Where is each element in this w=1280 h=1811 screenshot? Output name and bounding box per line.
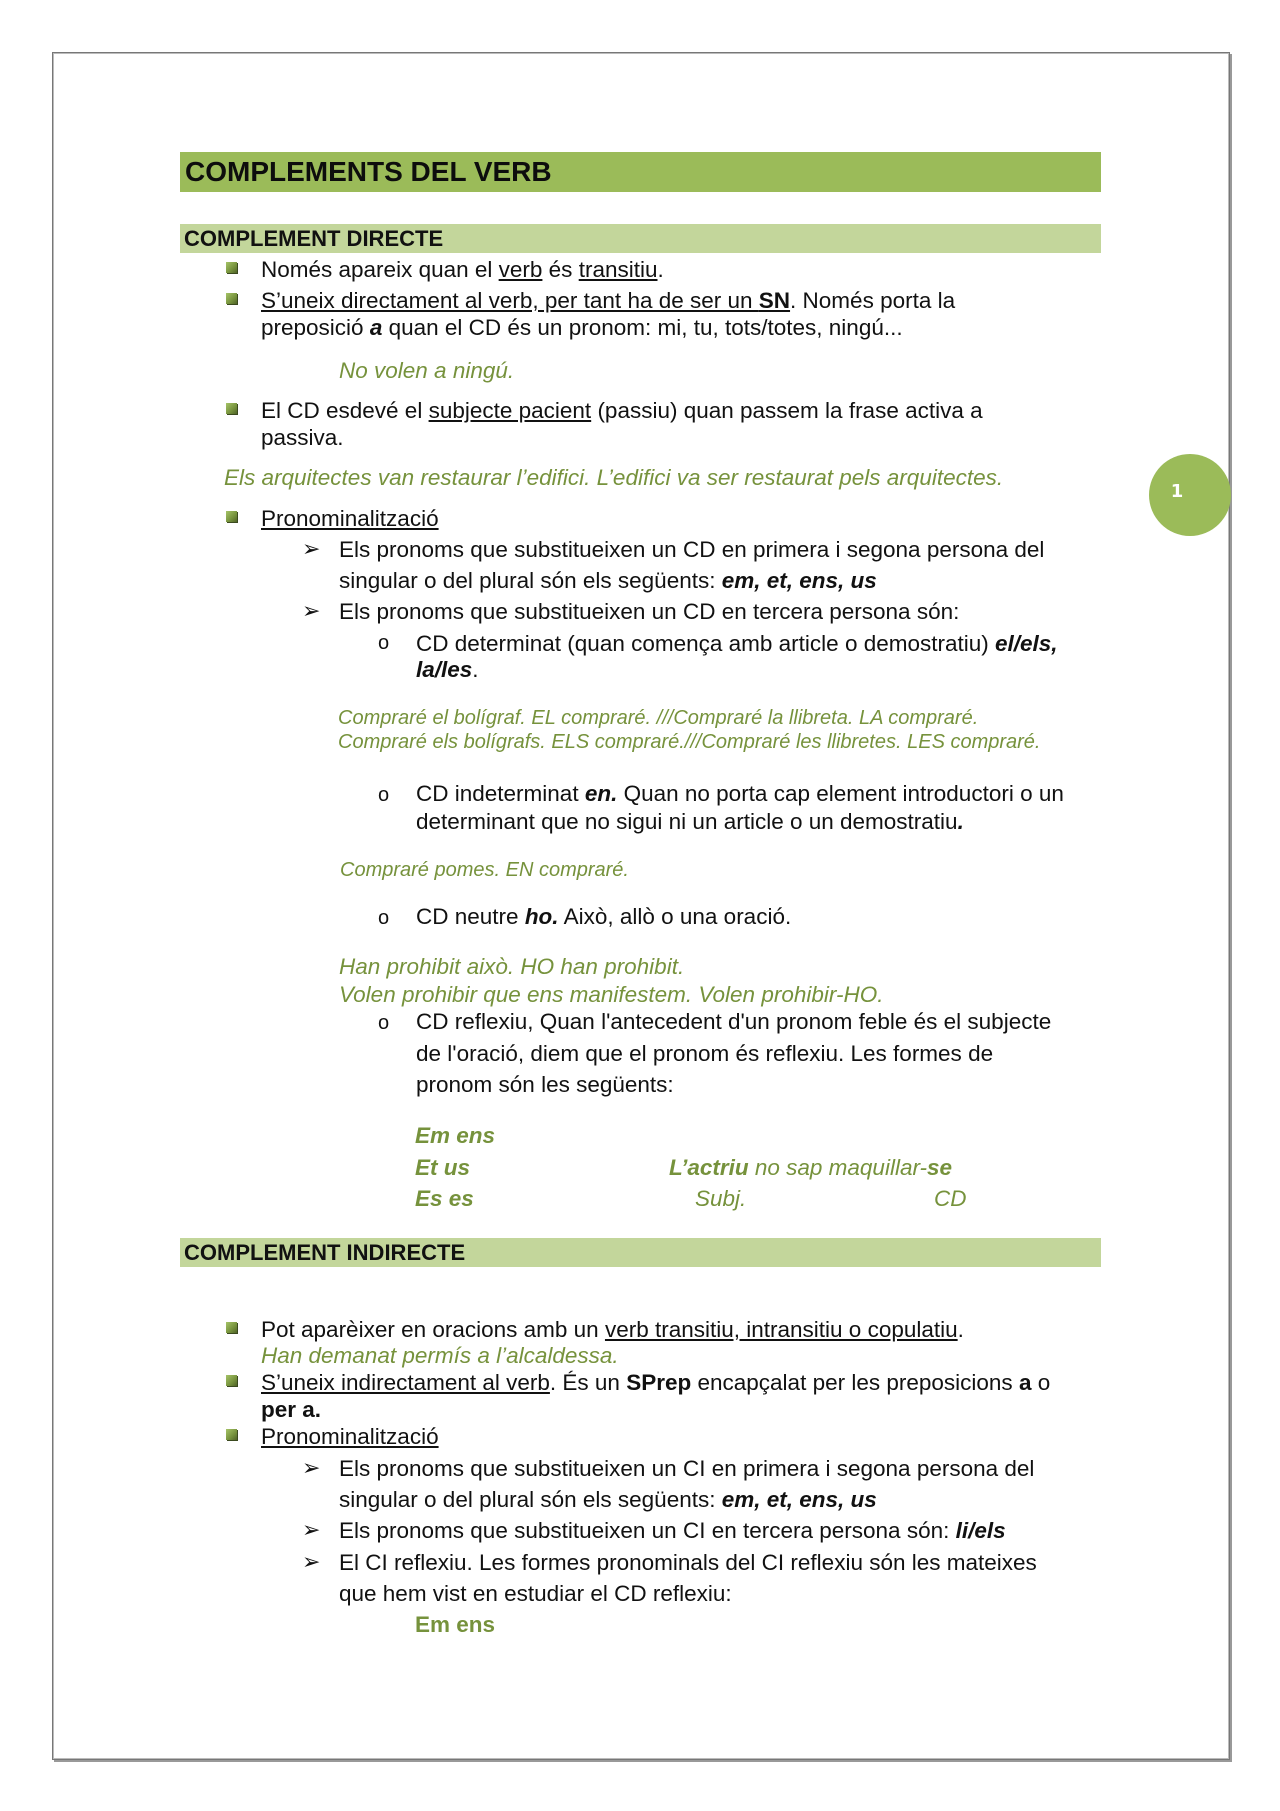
list-item: El CD esdevé el subjecte pacient (passiu) quan passem la frase activa a (261, 398, 983, 423)
list-item: CD indeterminat en. Quan no porta cap element introductori o un (416, 781, 1064, 806)
example: Volen prohibir que ens manifestem. Volen prohibir-HO. (339, 982, 884, 1007)
bullet-icon (226, 1322, 237, 1333)
list-item: S’uneix directament al verb, per tant ha de ser un SN. Només porta la (261, 288, 956, 313)
section-title: COMPLEMENT DIRECTE (184, 226, 444, 251)
list-item: Els pronoms que substitueixen un CI en tercera persona són: li/els (339, 1518, 1006, 1543)
circle-bullet-icon: o (378, 907, 390, 929)
list-item: Pronominalització (261, 506, 439, 531)
bullet-icon (226, 262, 237, 273)
list-item-cont: determinant que no sigui ni un article o un demostratiu. (416, 809, 964, 834)
page-number-badge (1149, 454, 1231, 536)
list-item-cont: pronom són les següents: (416, 1072, 674, 1097)
arrow-bullet-icon: ➢ (302, 536, 321, 561)
bullet-icon (226, 511, 237, 522)
list-item: CD reflexiu, Quan l'antecedent d'un pronom feble és el subjecte (416, 1009, 1052, 1034)
section-heading-ci (180, 1238, 1101, 1267)
circle-bullet-icon: o (378, 784, 390, 806)
list-item: Els pronoms que substitueixen un CI en primera i segona persona del (339, 1456, 1035, 1481)
list-item: El CI reflexiu. Les formes pronominals del CI reflexiu són les mateixes (339, 1550, 1037, 1575)
list-item: S’uneix indirectament al verb. És un SPrep encapçalat per les preposicions a o (261, 1370, 1051, 1395)
arrow-bullet-icon: ➢ (302, 1517, 321, 1542)
example: No volen a ningú. (339, 358, 515, 383)
bullet-icon (226, 1429, 237, 1440)
list-item: Només apareix quan el verb és transitiu. (261, 257, 664, 282)
list-item-cont: que hem vist en estudiar el CD reflexiu: (339, 1581, 732, 1606)
example: Compraré el bolígraf. EL compraré. ///Compraré la llibreta. LA compraré. (338, 707, 979, 729)
example: Han demanat permís a l’alcaldessa. (261, 1343, 619, 1368)
bullet-icon (226, 293, 237, 304)
arrow-bullet-icon: ➢ (302, 598, 321, 623)
label-subj: Subj. (695, 1186, 747, 1211)
pronoun-form: Et us (415, 1155, 471, 1180)
list-item-cont: preposició a quan el CD és un pronom: mi, tu, tots/totes, ningú... (261, 315, 903, 340)
list-item: CD determinat (quan comença amb article o demostratiu) el/els, (416, 631, 1058, 656)
section-title: COMPLEMENT INDIRECTE (184, 1240, 466, 1265)
list-item-cont: singular o del plural són els següents: em, et, ens, us (339, 1487, 877, 1512)
pronoun-form: Es es (415, 1186, 474, 1211)
page-title: COMPLEMENTS DEL VERB (185, 156, 552, 187)
list-item-cont: la/les. (416, 657, 479, 682)
arrow-bullet-icon: ➢ (302, 1549, 321, 1574)
list-item: Els pronoms que substitueixen un CD en primera i segona persona del (339, 537, 1045, 562)
bullet-icon (226, 403, 237, 414)
pronoun-form: Em ens (415, 1123, 496, 1148)
section-heading-cd (180, 224, 1101, 253)
list-item-cont: per a. (261, 1397, 322, 1422)
example: Compraré pomes. EN compraré. (340, 859, 629, 881)
pronoun-form: Em ens (415, 1612, 496, 1637)
circle-bullet-icon: o (378, 632, 390, 654)
page-number: 1 (1170, 481, 1184, 502)
example: Han prohibit això. HO han prohibit. (339, 954, 685, 979)
list-item: CD neutre ho. Això, allò o una oració. (416, 904, 792, 929)
arrow-bullet-icon: ➢ (302, 1455, 321, 1480)
list-item-cont: singular o del plural són els següents: em, et, ens, us (339, 568, 877, 593)
list-item-cont: passiva. (261, 425, 344, 450)
example: Els arquitectes van restaurar l’edifici. L’edifici va ser restaurat pels arquitectes. (224, 465, 1004, 490)
page-title-bar (180, 152, 1101, 192)
list-item: Pot aparèixer en oracions amb un verb transitiu, intransitiu o copulatiu. (261, 1317, 964, 1342)
circle-bullet-icon: o (378, 1012, 390, 1034)
list-item: Pronominalització (261, 1424, 439, 1449)
bullet-icon (226, 1375, 237, 1386)
list-item-cont: de l'oració, diem que el pronom és reflexiu. Les formes de (416, 1041, 994, 1066)
list-item: Els pronoms que substitueixen un CD en tercera persona són: (339, 599, 960, 624)
label-cd: CD (934, 1186, 967, 1211)
reflexive-example: L’actriu no sap maquillar-se (669, 1155, 953, 1180)
example: Compraré els bolígrafs. ELS compraré.///Compraré les llibretes. LES compraré. (338, 731, 1041, 753)
